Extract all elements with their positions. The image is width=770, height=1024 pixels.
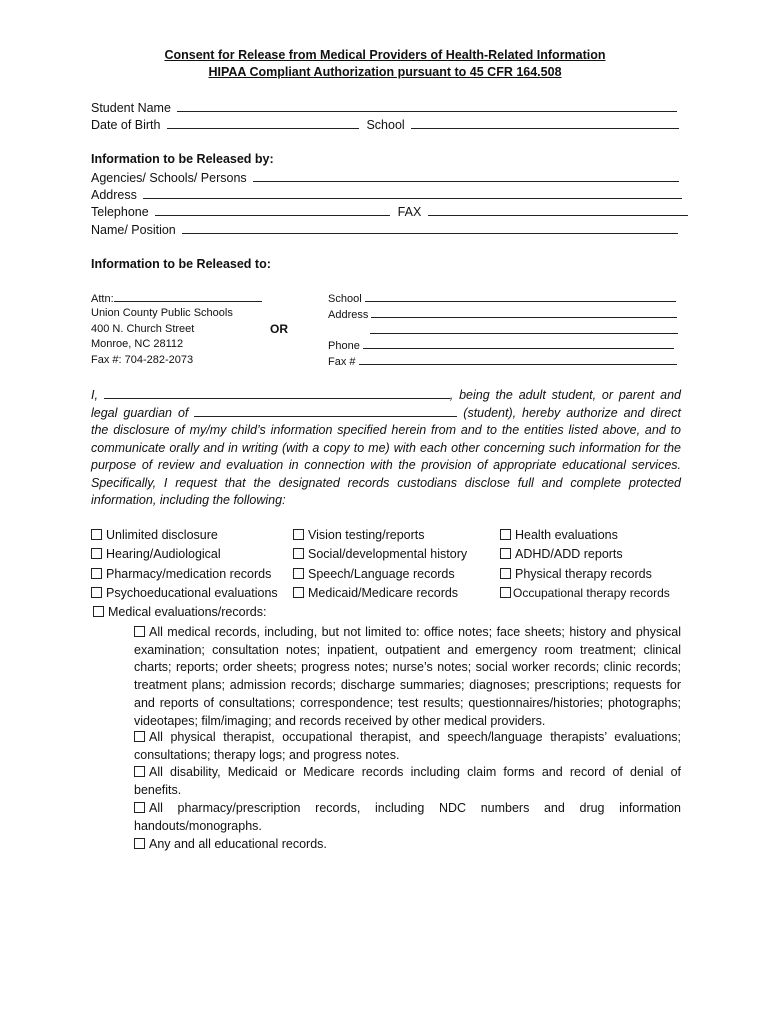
to-fax-label: Fax # xyxy=(328,356,356,368)
cb-label: All physical therapist, occupational therapist, and speech/language therapists’ evaluations; consultations; therapy logs; and progress notes. xyxy=(134,730,681,762)
released-to-heading: Information to be Released to: xyxy=(91,257,271,271)
auth-legal-guardian: legal guardian of xyxy=(91,405,189,420)
checkbox-icon xyxy=(293,587,304,598)
student-name-auth-field[interactable] xyxy=(194,406,457,417)
cb-label: All disability, Medicaid or Medicare records including claim forms and record of denial of benefits. xyxy=(134,765,681,797)
cb-label: All medical records, including, but not limited to: office notes; face sheets; history and physical examination; consultation notes; inpatient, outpatient and emergency room treatment; clinical charts; reports; order sheets; progress notes; nurse’s notes; social worker records; clinic records; treatment plans; admission records; discharge summaries; diagnoses; prescriptions; requests for and reports of consultations; correspondence; test results; questionnaires/histories; photographs; videotapes; film/imaging; and records received by other medical providers. xyxy=(134,625,681,728)
checkbox-icon xyxy=(134,626,145,637)
authorization-line-1 xyxy=(91,387,681,405)
cb-all-medical-records[interactable] xyxy=(134,624,681,730)
checkbox-icon xyxy=(500,529,511,540)
cb-label: Hearing/Audiological xyxy=(106,547,221,561)
form-subtitle: HIPAA Compliant Authorization pursuant to 45 CFR 164.508 xyxy=(208,65,562,79)
to-phone-label: Phone xyxy=(328,340,360,352)
authorization-body: the disclosure of my/my child’s information specified herein from and to the entities listed above, and to communicate orally and in writing (with a copy to me) with each other concerning such information for the purpose of review and evaluation in connection with the provision of appropriate educational services. Specifically, I request that the designated records custodians disclose full and complete protected information, including the following: xyxy=(91,423,681,507)
to-address-field[interactable] xyxy=(371,307,677,318)
ucps-city: Monroe, NC 28112 xyxy=(91,338,184,350)
cb-all-disability-records[interactable] xyxy=(134,764,681,799)
checkbox-icon xyxy=(293,529,304,540)
cb-label: Pharmacy/medication records xyxy=(106,567,272,581)
checkbox-icon xyxy=(91,568,102,579)
authorization-line-2 xyxy=(91,405,681,423)
school-label: School xyxy=(366,118,405,132)
to-phone-field[interactable] xyxy=(363,338,674,349)
name-position-row xyxy=(91,222,678,237)
adult-name-field[interactable] xyxy=(104,388,450,399)
address-label: Address xyxy=(91,188,137,202)
telephone-field[interactable] xyxy=(155,204,390,216)
dob-field[interactable] xyxy=(167,117,359,129)
cb-medicaid[interactable] xyxy=(293,586,458,600)
agencies-label: Agencies/ Schools/ Persons xyxy=(91,171,247,185)
checkbox-icon xyxy=(91,529,102,540)
cb-label: Vision testing/reports xyxy=(308,528,425,542)
cb-unlimited-disclosure[interactable] xyxy=(91,528,218,542)
checkbox-icon xyxy=(91,587,102,598)
address-row xyxy=(91,187,682,202)
to-address-line2 xyxy=(370,323,678,337)
auth-after-student: (student), hereby authorize and direct xyxy=(463,405,681,420)
student-name-field[interactable] xyxy=(177,100,677,112)
authorization-paragraph xyxy=(91,387,681,510)
name-position-label: Name/ Position xyxy=(91,223,176,237)
cb-label: All pharmacy/prescription records, including NDC numbers and drug information handouts/monographs. xyxy=(134,801,681,833)
cb-label: Medical evaluations/records: xyxy=(108,605,267,619)
cb-label: Physical therapy records xyxy=(515,567,652,581)
fax-label: FAX xyxy=(397,205,422,219)
ucps-fax: Fax #: 704-282-2073 xyxy=(91,354,194,366)
checkbox-icon xyxy=(134,731,145,742)
checkbox-icon xyxy=(134,802,145,813)
or-label: OR xyxy=(270,322,288,336)
to-fax-row xyxy=(328,354,677,368)
cb-medical-evaluations[interactable] xyxy=(93,605,266,619)
school-field[interactable] xyxy=(411,117,679,129)
checkbox-icon xyxy=(293,568,304,579)
form-title: Consent for Release from Medical Providers of Health-Related Information xyxy=(164,48,606,62)
telephone-fax-row xyxy=(91,204,688,219)
to-address-field-2[interactable] xyxy=(370,323,678,334)
student-name-label: Student Name xyxy=(91,101,171,115)
auth-i-label: I, xyxy=(91,388,98,402)
cb-social[interactable] xyxy=(293,547,467,561)
cb-label: Occupational therapy records xyxy=(513,586,670,600)
cb-label: Unlimited disclosure xyxy=(106,528,218,542)
cb-hearing[interactable] xyxy=(91,547,221,561)
dob-school-row xyxy=(91,117,679,132)
cb-speech[interactable] xyxy=(293,567,455,581)
address-field[interactable] xyxy=(143,187,682,199)
to-school-label: School xyxy=(328,293,362,305)
agencies-row xyxy=(91,170,679,185)
student-name-row xyxy=(91,100,677,115)
ucps-org: Union County Public Schools xyxy=(91,307,233,319)
released-by-heading: Information to be Released by: xyxy=(91,152,274,166)
agencies-field[interactable] xyxy=(253,170,679,182)
cb-label: Any and all educational records. xyxy=(149,837,327,851)
checkbox-icon xyxy=(93,606,104,617)
cb-occupational[interactable] xyxy=(500,586,670,600)
cb-psychoeducational[interactable] xyxy=(91,586,278,600)
cb-vision[interactable] xyxy=(293,528,425,542)
cb-all-therapist-records[interactable] xyxy=(134,729,681,764)
cb-label: Medicaid/Medicare records xyxy=(308,586,459,600)
ucps-street: 400 N. Church Street xyxy=(91,323,195,335)
telephone-label: Telephone xyxy=(91,205,149,219)
checkbox-icon xyxy=(500,548,511,559)
to-school-row xyxy=(328,291,676,305)
checkbox-icon xyxy=(293,548,304,559)
cb-label: ADHD/ADD reports xyxy=(515,547,623,561)
checkbox-icon xyxy=(134,766,145,777)
cb-health[interactable] xyxy=(500,528,618,542)
attn-row xyxy=(91,291,262,305)
attn-field[interactable] xyxy=(114,291,262,302)
checkbox-icon xyxy=(500,587,511,598)
auth-after-name: , being the adult student, or parent and xyxy=(449,388,681,402)
checkbox-icon xyxy=(500,568,511,579)
to-phone-row xyxy=(328,338,674,352)
dob-label: Date of Birth xyxy=(91,118,161,132)
checkbox-icon xyxy=(134,838,145,849)
cb-adhd[interactable] xyxy=(500,547,623,561)
cb-label: Psychoeducational evaluations xyxy=(106,586,278,600)
name-position-field[interactable] xyxy=(182,222,678,234)
cb-pharmacy[interactable] xyxy=(91,567,271,581)
fax-field[interactable] xyxy=(428,204,688,216)
cb-label: Social/developmental history xyxy=(308,547,468,561)
cb-physical-therapy[interactable] xyxy=(500,567,652,581)
cb-all-educational-records[interactable] xyxy=(134,836,681,854)
attn-label: Attn: xyxy=(91,293,114,305)
to-address-label: Address xyxy=(328,309,369,321)
cb-label: Speech/Language records xyxy=(308,567,455,581)
cb-label: Health evaluations xyxy=(515,528,618,542)
to-address-row xyxy=(328,307,677,321)
checkbox-icon xyxy=(91,548,102,559)
to-fax-field[interactable] xyxy=(359,354,677,365)
to-school-field[interactable] xyxy=(365,291,676,302)
cb-all-pharmacy-records[interactable] xyxy=(134,800,681,835)
